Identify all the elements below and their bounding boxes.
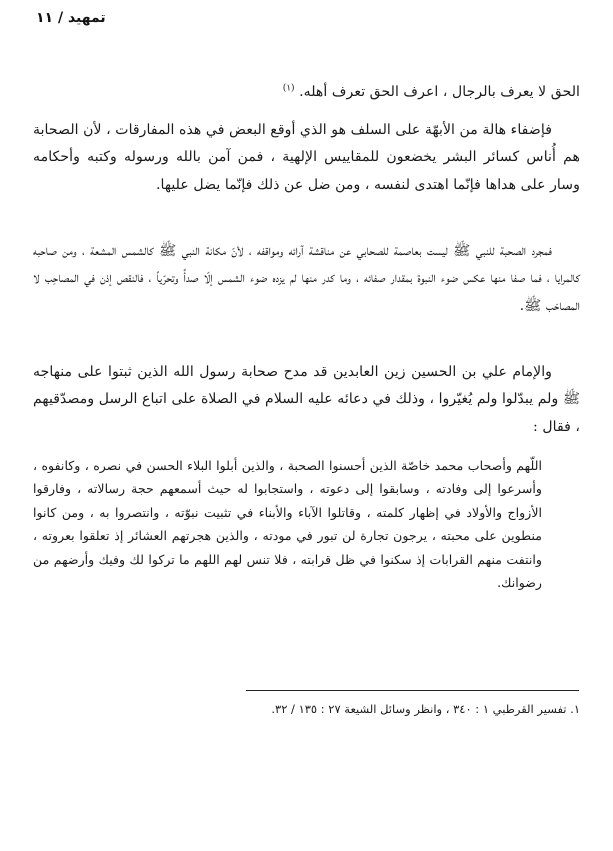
paragraph-2-text: فإضفاء هالة من الأبهّة على السلف هو الذي أوقع البعض في هذه المفارقات ، لأن الصحابة هم أُناس كسائر البشر يخضعون للمقاييس الإلهية ، فمن آمن بالله ورسوله وكتبه وأحكامه وسار على هداها فإنّما اهتدى لنفسه ، ومن ضل عن ذلك فإنّما يضل عليها. [33,122,580,193]
paragraph-4-text: والإمام علي بن الحسين زين العابدين قد مدح صحابة رسول الله الذين ثبتوا على منهاجه ﷺ ولم يبدّلوا ولم يُغيّروا ، وذلك في دعائه عليه السلام في الصلاة على اتباع الرسل ومصدّقيهم ، فقال : [32,364,580,435]
quoted-supplication-text: اللّهم وأصحاب محمد خاصّة الذين أحسنوا الصحبة ، والذين أبلوا البلاء الحسن في نصره ، وكانفوه ، وأسرعوا إلى وفادته ، وسابقوا إلى دعوته ، واستجابوا له حيث أسمعهم حجة رسالاته ، وفارقوا الأزواج والأولاد في إظهار كلمته ، وقاتلوا الآباء والأبناء في تثبيت نبوّته ، وانتصروا به ، ومن كانوا منطوين على محبته ، يرجون تجارة لن تبور في مودته ، والذين هجرتهم العشائر إذ تعلقوا بعروته ، وانتفت منهم القرابات إذ سكنوا في ظل قرابته ، فلا تنس لهم اللهم ما تركوا لك وفيك وأرضهم من رضوانك. [33,458,542,591]
paragraph-3-text: فمجرد الصحبة للنبي ﷺ ليست بعاصمة للصحابي عن مناقشة آرائه ومواقفه ، لأنّ مكانة النبي ﷺ كالشمس المشعة ، ومن صاحبه كالمرايا ، فما صفا منها عكس ضوء النبوة بمقدار صفائه ، وما كدر منها لم يزده ضوء الشمس إلّا صدأً وتحرّياً ، فالنقص إذن في المصاحِب لا المصاحَب ﷺ. [33,243,580,314]
paragraph-1-text: الحق لا يعرف بالرجال ، اعرف الحق تعرف أهله. [299,84,580,100]
running-header: تمهيد / ١١ [36,10,106,26]
footnote-divider [246,690,579,691]
paragraph-1 [33,79,580,106]
quoted-supplication [33,454,542,594]
footnote [33,700,580,718]
footnote-reference: (١) [282,83,295,94]
paragraph-4 [33,359,580,441]
paragraph-2 [33,117,580,199]
paragraph-3 [33,238,580,320]
footnote-text: ١. تفسير القرطبي ١ : ٣٤٠ ، وانظر وسائل الشيعة ٢٧ : ١٣٥ / ٣٢. [271,702,580,716]
